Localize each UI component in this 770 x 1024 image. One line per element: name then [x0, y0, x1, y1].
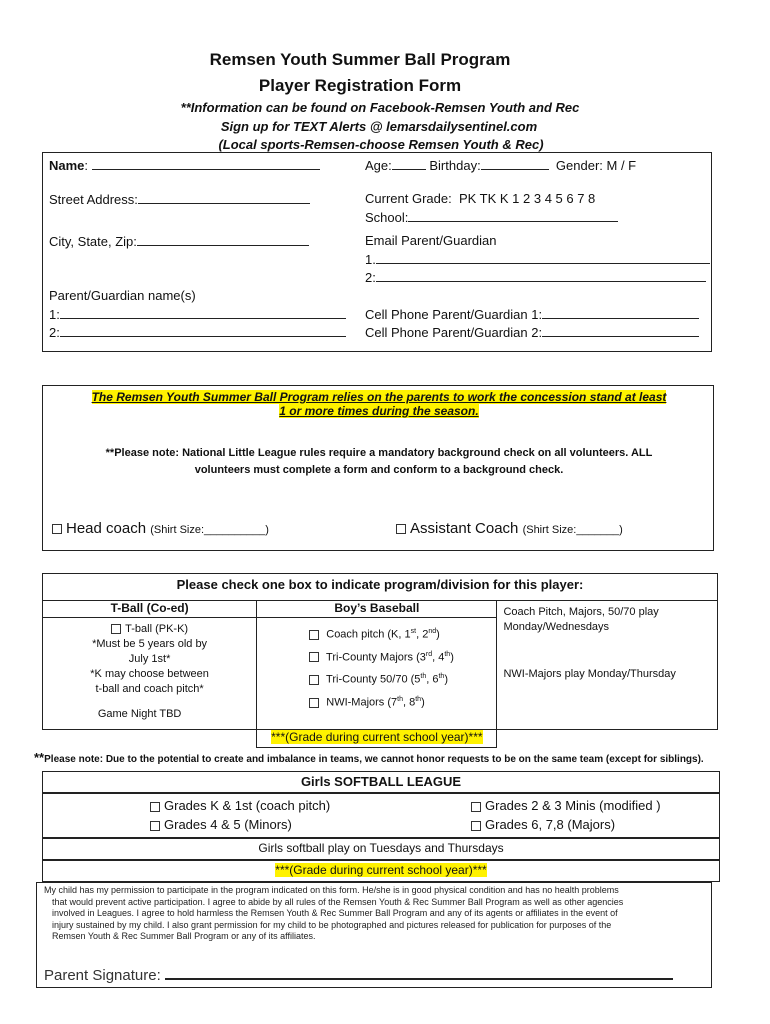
cell1-label: Cell Phone Parent/Guardian 1: [365, 307, 543, 322]
tball-note-2: July 1st* [128, 653, 171, 665]
age-birthday-gender-row [365, 157, 636, 173]
division-table [42, 600, 718, 748]
schedule-line-2: Monday/Wednesdays [503, 621, 610, 633]
softball-heading: Girls SOFTBALL LEAGUE [300, 774, 462, 789]
email2-label: 2: [365, 270, 376, 285]
checkbox-icon[interactable] [396, 524, 406, 534]
schedule-cell [497, 601, 718, 730]
softball-option-4-5[interactable]: Grades 4 & 5 (Minors) [150, 815, 330, 834]
parent-field-1[interactable] [49, 306, 346, 322]
info-local-sports: (Local sports-Remsen-choose Remsen Youth & Rec) [218, 137, 544, 152]
email1-label: 1. [365, 252, 376, 267]
baseball-option-tri-county-50-70[interactable]: Tri-County 50/70 (5th, 6th) [309, 667, 496, 690]
cell-field-1[interactable] [365, 306, 699, 322]
consent-text [44, 885, 708, 943]
baseball-cell [257, 618, 497, 730]
signature-field[interactable] [44, 964, 673, 984]
checkbox-icon[interactable] [309, 630, 319, 640]
tball-note-1: *Must be 5 years old by [92, 638, 208, 650]
street-field[interactable] [49, 191, 310, 207]
cell2-label: Cell Phone Parent/Guardian 2: [365, 325, 543, 340]
gender-label[interactable]: Gender: M / F [555, 158, 637, 173]
schedule-line-1: Coach Pitch, Majors, 50/70 play [503, 606, 659, 618]
softball-option-k-1[interactable]: Grades K & 1st (coach pitch) [150, 796, 330, 815]
consent-line-1: My child has my permission to participate in the program indicated on this form. He/she is in good physical condition and has no health problems [44, 885, 619, 895]
checkbox-icon[interactable] [309, 675, 319, 685]
age-input[interactable] [392, 157, 426, 170]
grade-row[interactable] [365, 191, 595, 206]
consent-line-5: Remsen Youth & Rec Summer Ball Program or any of its affiliates. [52, 931, 316, 941]
consent-line-4: injury sustained by my child. I also grant permission for my child to be photographed and pictures released for publication for purposes of the [52, 919, 612, 930]
concession-line-1: The Remsen Youth Summer Ball Program relies on the parents to work the concession stand at least [91, 390, 667, 404]
checkbox-icon[interactable] [111, 624, 121, 634]
school-field[interactable] [365, 209, 618, 225]
form-title: Remsen Youth Summer Ball Program [209, 50, 511, 69]
birthday-input[interactable] [481, 157, 549, 170]
baseball-option-nwi-majors[interactable]: NWI-Majors (7th, 8th) [309, 690, 496, 713]
street-label: Street Address: [49, 192, 138, 207]
division-heading: Please check one box to indicate program/division for this player: [176, 577, 584, 592]
team-request-note: **Please note: Due to the potential to create and imbalance in teams, we cannot honor requests to be on the same team (except for siblings). [34, 750, 704, 765]
city-field[interactable] [49, 233, 309, 249]
head-coach-label: Head coach [66, 520, 147, 537]
softball-options-left [150, 796, 330, 834]
baseball-option-coach-pitch[interactable]: Coach pitch (K, 1st, 2nd) [309, 622, 496, 645]
email-field-2[interactable] [365, 269, 706, 285]
softball-option-2-3[interactable]: Grades 2 & 3 Minis (modified ) [471, 796, 661, 815]
email-field-1[interactable] [365, 251, 710, 267]
head-coach-shirt[interactable]: (Shirt Size:__________) [150, 524, 269, 536]
checkbox-icon[interactable] [150, 821, 160, 831]
signature-line[interactable] [165, 964, 673, 980]
assistant-coach-shirt[interactable]: (Shirt Size:_______) [522, 524, 623, 536]
info-facebook: **Information can be found on Facebook-Remsen Youth and Rec [180, 100, 580, 115]
consent-line-3: involved in Leagues. I agree to hold harmless the Remsen Youth & Rec Summer Ball Program and any of its agents or affiliates in the event of [52, 908, 618, 918]
tball-option[interactable]: T-ball (PK-K) [43, 622, 256, 637]
division-grade-note-cell [257, 730, 497, 748]
school-label: School: [365, 210, 409, 225]
softball-grade-note: ***(Grade during current school year)*** [275, 863, 487, 877]
baseball-header: Boy’s Baseball [257, 601, 497, 618]
info-text-alerts: Sign up for TEXT Alerts @ lemarsdailysentinel.com [220, 119, 538, 134]
checkbox-icon[interactable] [309, 698, 319, 708]
tball-cell [43, 618, 257, 730]
concession-line-2: 1 or more times during the season. [279, 404, 479, 418]
division-grade-note: ***(Grade during current school year)*** [271, 730, 483, 744]
softball-option-6-8[interactable]: Grades 6, 7,8 (Majors) [471, 815, 661, 834]
tball-game-night: Game Night TBD [97, 708, 182, 720]
checkbox-icon[interactable] [52, 524, 62, 534]
schedule-line-3: NWI-Majors play Monday/Thursday [503, 668, 676, 680]
baseball-option-tri-county-majors[interactable]: Tri-County Majors (3rd, 4th) [309, 645, 496, 668]
head-coach-checkbox[interactable] [52, 520, 269, 537]
form-subtitle: Player Registration Form [258, 76, 462, 95]
parent-field-2[interactable] [49, 324, 346, 340]
parent2-label: 2: [49, 325, 60, 340]
consent-line-2: that would prevent active participation. I agree to abide by all rules of the Remsen Youth & Rec Summer Ball Program as well as other agencies [52, 896, 624, 907]
cell-field-2[interactable] [365, 324, 699, 340]
tball-note-4: t-ball and coach pitch* [95, 683, 204, 695]
grade-options[interactable]: PK TK K 1 2 3 4 5 6 7 8 [458, 191, 596, 206]
checkbox-icon[interactable] [471, 821, 481, 831]
tball-note-3: *K may choose between [90, 668, 209, 680]
assistant-coach-checkbox[interactable] [396, 520, 623, 537]
softball-options-right [471, 796, 661, 834]
concession-text [46, 390, 712, 418]
background-check-note [46, 445, 712, 479]
grade-label: Current Grade: [365, 191, 452, 206]
name-field[interactable]: Name: [49, 157, 320, 173]
checkbox-icon[interactable] [309, 652, 319, 662]
background-note-line-1: **Please note: National Little League rules require a mandatory background check on all volunteers. ALL [105, 447, 653, 459]
softball-grade-note-wrap [42, 863, 720, 877]
birthday-label: Birthday: [429, 158, 481, 173]
parent1-label: 1: [49, 307, 60, 322]
background-note-line-2: volunteers must complete a form and conform to a background check. [194, 464, 564, 476]
signature-label: Parent Signature: [44, 967, 161, 984]
age-label: Age: [365, 158, 392, 173]
city-label: City, State, Zip: [49, 234, 137, 249]
softball-schedule: Girls softball play on Tuesdays and Thursdays [258, 841, 504, 855]
email-label: Email Parent/Guardian [365, 233, 497, 248]
parent-label: Parent/Guardian name(s) [49, 288, 196, 303]
checkbox-icon[interactable] [471, 802, 481, 812]
name-label: Name [49, 158, 85, 173]
checkbox-icon[interactable] [150, 802, 160, 812]
tball-header: T-Ball (Co-ed) [43, 601, 257, 618]
assistant-coach-label: Assistant Coach [410, 520, 519, 537]
